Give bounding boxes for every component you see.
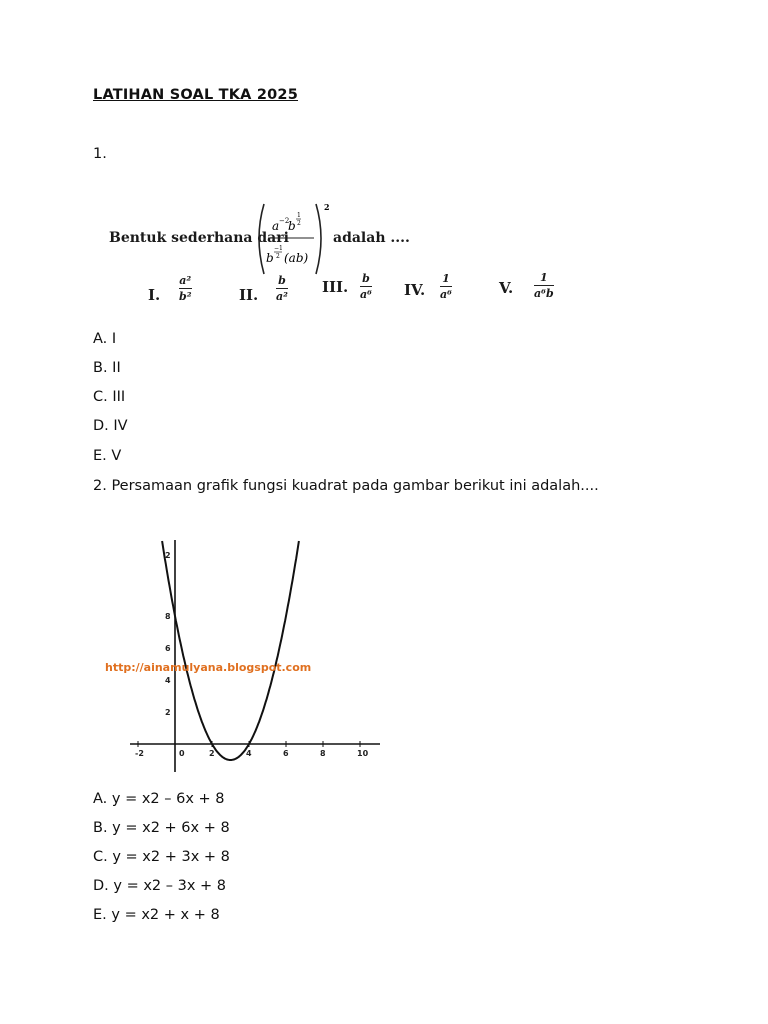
y-tick-label: 8: [165, 612, 171, 621]
roman-fraction: b a⁶: [360, 272, 372, 301]
svg-text:(ab): (ab): [284, 251, 309, 265]
x-tick-label: -2: [135, 749, 144, 758]
q1-choice-d: D. IV: [93, 418, 128, 434]
x-tick-label: 10: [357, 749, 369, 758]
q1-expression: [250, 198, 340, 284]
x-tick-label: 2: [209, 749, 215, 758]
question-1-image: [100, 188, 570, 320]
q1-choice-e: E. V: [93, 448, 122, 464]
q2-choice-d: D. y = x2 – 3x + 8: [93, 878, 227, 894]
q2-choice-b: B. y = x2 + 6x + 8: [93, 820, 230, 836]
q2-choice-e: E. y = x2 + x + 8: [93, 907, 220, 923]
y-tick-label: 2: [165, 708, 171, 717]
svg-text:2: 2: [324, 202, 330, 212]
x-tick-label: 0: [179, 749, 185, 758]
svg-text:−1: −1: [274, 245, 283, 252]
y-tick-label: 6: [165, 644, 171, 653]
roman-label: III.: [322, 278, 349, 296]
svg-text:b: b: [288, 219, 296, 233]
x-tick-label: 4: [246, 749, 252, 758]
q1-suffix-text: adalah ....: [333, 230, 410, 246]
question-1-number: 1.: [93, 146, 107, 162]
roman-label: I.: [148, 286, 161, 304]
q2-choice-a: A. y = x2 – 6x + 8: [93, 791, 225, 807]
svg-text:2: 2: [297, 220, 301, 227]
parabola-curve: [162, 541, 299, 760]
x-tick-label: 8: [320, 749, 326, 758]
roman-fraction: 1 a⁶b: [534, 271, 554, 300]
roman-fraction: a² b²: [179, 274, 192, 303]
svg-text:b: b: [266, 251, 274, 265]
svg-text:1: 1: [297, 212, 301, 219]
q1-choice-a: A. I: [93, 331, 117, 347]
svg-text:a: a: [272, 219, 280, 233]
svg-text:2: 2: [276, 253, 280, 260]
q1-prompt-text: Bentuk sederhana dari: [109, 230, 289, 246]
question-2-prompt: 2. Persamaan grafik fungsi kuadrat pada gambar berikut ini adalah....: [93, 478, 599, 494]
svg-text:−2: −2: [279, 217, 290, 225]
roman-fraction: 1 a⁶: [440, 272, 452, 301]
graph-ticks: [135, 551, 369, 758]
y-tick-label: 2: [165, 551, 171, 560]
x-tick-label: 6: [283, 749, 289, 758]
page-title: LATIHAN SOAL TKA 2025: [93, 87, 299, 103]
parabola-graph: [100, 530, 390, 780]
y-tick-label: 4: [165, 676, 171, 685]
q2-choice-c: C. y = x2 + 3x + 8: [93, 849, 230, 865]
roman-label: IV.: [404, 281, 426, 299]
q1-choice-c: C. III: [93, 389, 126, 405]
watermark-text: http://ainamulyana.blogspot.com: [105, 661, 312, 674]
roman-label: V.: [499, 279, 514, 297]
roman-fraction: b a²: [276, 274, 288, 303]
roman-label: II.: [239, 286, 259, 304]
q1-choice-b: B. II: [93, 360, 121, 376]
